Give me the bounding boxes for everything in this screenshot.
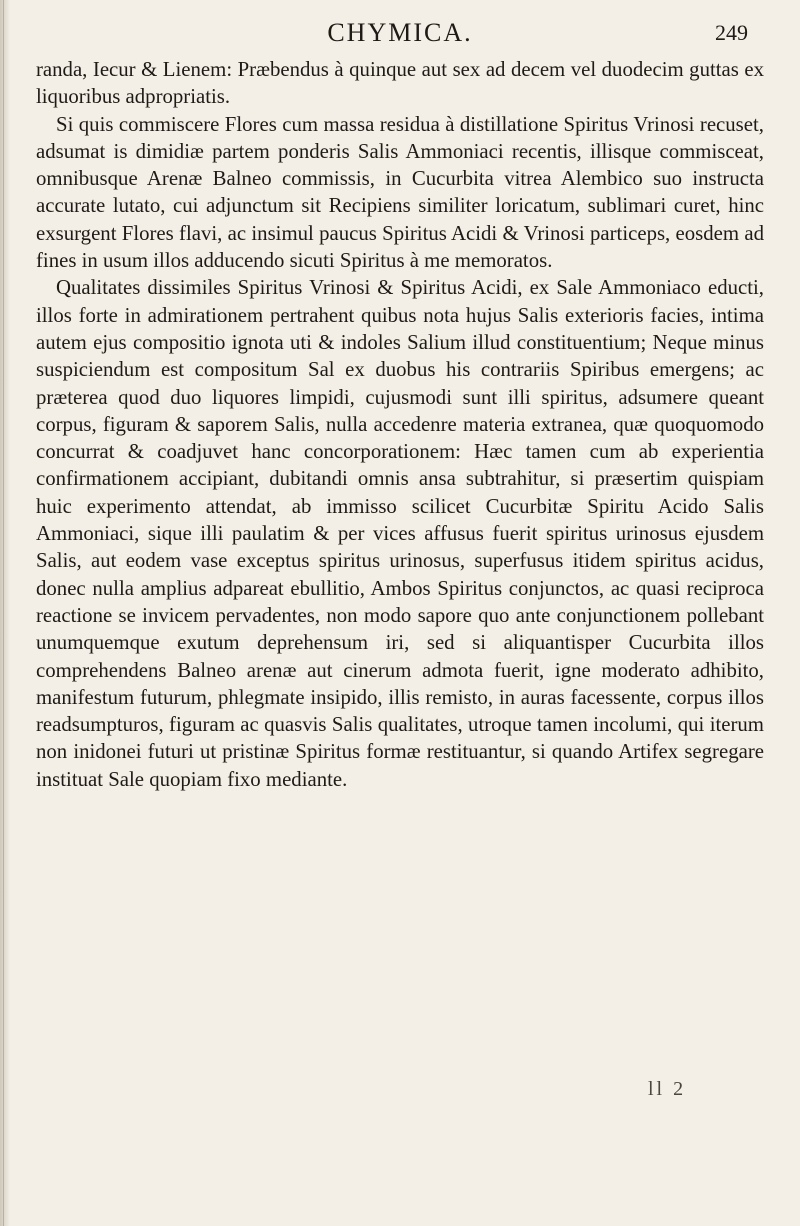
- page-header: [36, 18, 764, 52]
- body-text: [36, 56, 764, 793]
- paragraph-3: Qualitates dissimiles Spiritus Vrinosi & Spiritus Acidi, ex Sale Ammoniaco educti, illos forte in admirationem pertrahent quibus nota hujus Salis exterioris facies, intima autem ejus compositio ignota uti & indoles Salium illud constituentium; Neque minus suspiciendum est compositum Sal ex duobus his contrariis Spiribus emergens; ac præterea quod duo liquores limpidi, cujusmodi sunt illi spiritus, adsumere queant corpus, figuram & saporem Salis, nulla accedenre materia extranea, quæ quoquomodo concurrat & coadjuvet hanc concorporationem: Hæc tamen cum ab experientia confirmationem accipiant, dubitandi omnis ansa subtrahitur, si præsertim quispiam huic experimento attendat, ab immisso scilicet Cucurbitæ Spiritu Acido Salis Ammoniaci, sique illi paulatim & per vices affusus fuerit spiritus urinosus ejusdem Salis, aut eodem vase exceptus spiritus urinosus, superfusus itidem spiritus acidus, donec nulla amplius adpareat ebullitio, Ambos Spiritus conjunctos, ac quasi reciproca reactione se invicem pervadentes, non modo sapore quo ante conjunctionem pollebant unumquemque exutum deprehensum iri, sed si aliquantisper Cucurbita illos comprehendens Balneo arenæ aut cinerum admota fuerit, igne moderato adhibito, manifestum futurum, phlegmate insipido, illis remisto, in auras facessente, corpus illos readsumpturos, figuram ac quasvis Salis qualitates, utroque tamen incolumi, qui iterum non inidonei futuri ut pristinæ Spiritus formæ restituantur, si quando Artifex segregare instituat Sale quopiam fixo mediante.: [36, 276, 764, 791]
- running-head: CHYMICA.: [327, 18, 473, 47]
- page-edge: [3, 0, 4, 1226]
- page-number: 249: [715, 20, 748, 45]
- catchword: ll 2: [648, 1078, 687, 1100]
- paragraph-1: randa, Iecur & Lienem: Præbendus à quinque aut sex ad decem vel duodecim guttas ex liquoribus adpropriatis.: [36, 58, 764, 109]
- page-gutter-shadow: [0, 0, 10, 1226]
- paragraph-2: Si quis commiscere Flores cum massa residua à distillatione Spiritus Vrinosi recuset, adsumat is dimidiæ partem ponderis Salis Ammoniaci recentis, illisque commisceat, omnibusque Arenæ Balneo commissis, in Cucurbita vitrea Alembico suo instructa accurate lutato, cui adjunctum sit Recipiens similiter loricatum, sublimari curet, hinc exsurgent Flores flavi, ac insimul paucus Spiritus Acidi & Vrinosi particeps, eosdem ad fines in usum illos adducendo sicuti Spiritus à me memoratos.: [36, 112, 764, 273]
